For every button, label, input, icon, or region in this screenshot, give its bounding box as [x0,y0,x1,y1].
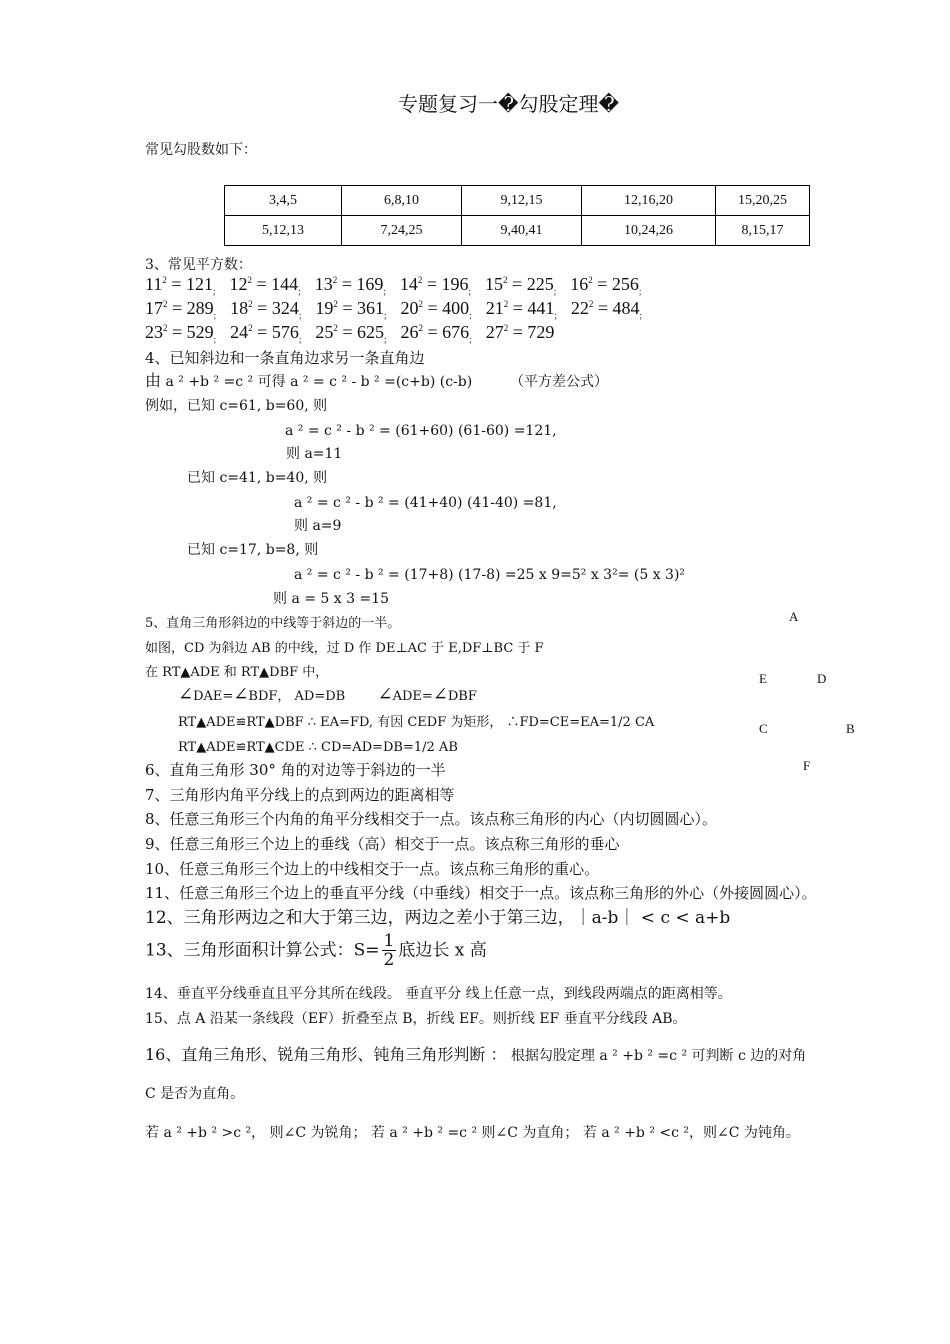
section-5-heading: 5、直角三角形斜边的中线等于斜边的一半。 [145,616,401,631]
table-cell: 15,20,25 [716,186,810,216]
square-exponent: 2 [163,323,168,333]
separator: ; [384,334,387,345]
intro-text: 常见勾股数如下： [145,142,257,158]
item-16-line-1 [145,1046,806,1065]
square-entry [486,321,555,343]
fraction-denominator: 2 [383,950,395,970]
square-entry [570,273,641,295]
square-value: 576 [271,322,299,342]
separator: ; [298,334,302,345]
equals-sign: = [252,298,272,318]
angle-text: DBF [447,689,477,704]
item-6: 6、直角三角形 30° 角的对边等于斜边的一半 [145,761,446,779]
example-1-calc: a ² = c ² - b ² = (61+60) (61-60) =121, [285,423,557,439]
square-entry [230,273,301,295]
page-title: 专题复习一�勾股定理� [398,92,620,116]
square-exponent: 2 [162,275,167,285]
square-base: 22 [570,298,589,318]
table-cell: 9,40,41 [462,216,582,246]
square-base: 26 [400,322,419,342]
example-3-intro: 已知 c=17, b=8, 则 [187,542,319,558]
item-14: 14、垂直平分线垂直且平分其所在线段。 垂直平分 线上任意一点，到线段两端点的距离相等。 [145,986,732,1002]
square-value: 256 [611,274,639,294]
angle-symbol: ∠ [178,684,194,705]
item-16-line-3: 若 a ² +b ² >c ²， 则∠C 为锐角； 若 a ² +b ² =c ² 则∠C 为直角； 若 a ² +b ² <c ²，则∠C 为钝角。 [145,1125,800,1141]
square-exponent: 2 [588,299,594,309]
square-exponent: 2 [418,323,424,333]
angle-text: ADE= [392,689,433,704]
square-value: 225 [526,274,554,294]
formula-note: （平方差公式） [510,374,608,390]
square-base: 27 [485,322,504,342]
square-value: 196 [441,274,469,294]
separator: ; [213,334,217,345]
square-base: 19 [315,298,334,318]
angle-text: BDF， AD=DB [248,689,346,704]
square-exponent: 2 [503,299,509,309]
separator: ; [468,286,472,297]
example-3-result: 则 a = 5 x 3 =15 [273,591,390,607]
square-exponent: 2 [248,299,253,309]
item-9: 9、任意三角形三个边上的垂线（高）相交于一点。该点称三角形的垂心 [145,835,620,853]
square-value: 361 [357,298,384,318]
square-exponent: 2 [247,275,253,285]
separator: ; [469,310,472,321]
separator: ; [384,310,387,321]
section-5-line-4: RT▲ADE≌RT▲DBF ∴ EA=FD, 有因 CEDF 为矩形， ∴FD=CE=EA=1/2 CA [178,715,655,730]
formula: a ² +b ² =c ² 可得 a ² = c ² - b ² =(c+b) (c-b) [165,374,473,390]
square-base: 21 [485,298,504,318]
angle-text: DAE= [193,689,234,704]
example-1-intro: 例如，已知 c=61, b=60, 则 [145,398,328,414]
table-cell: 12,16,20 [582,186,716,216]
square-value: 676 [442,322,470,342]
diagram-label-d: D [817,671,827,686]
equals-sign: = [508,298,528,318]
equals-sign: = [422,274,442,294]
angle-symbol: ∠ [377,684,393,705]
separator: ; [554,310,557,321]
example-2-intro: 已知 c=41, b=40, 则 [187,470,328,486]
equals-sign: = [508,322,528,342]
table-cell: 8,15,17 [716,216,810,246]
square-entry [571,297,642,319]
section-5-line-5: RT▲ADE≌RT▲CDE ∴ CD=AD=DB=1/2 AB [178,740,458,755]
item-16-rule: 根据勾股定理 a ² +b ² =c ² 可判断 c 边的对角 [510,1048,807,1064]
example-2-calc: a ² = c ² - b ² = (41+40) (41-40) =81, [294,495,557,511]
item-11: 11、任意三角形三个边上的垂直平分线（中垂线）相交于一点。该点称三角形的外心（外接圆圆心）。 [145,884,817,902]
square-entry [315,297,386,319]
item-8: 8、任意三角形三个内角的角平分线相交于一点。该点称三角形的内心（内切圆圆心）。 [145,810,718,828]
table-cell: 10,24,26 [582,216,716,246]
square-base: 16 [570,274,589,294]
separator: ; [298,310,302,321]
equals-sign: = [593,298,613,318]
square-entry [486,297,557,319]
square-base: 11 [145,274,163,294]
table-row [225,186,810,216]
square-exponent: 2 [503,275,508,285]
square-entry [401,321,472,343]
square-base: 20 [400,298,419,318]
separator: ; [213,286,216,297]
table-cell: 6,8,10 [342,186,462,216]
equals-sign: = [337,322,357,342]
squares-row [145,297,656,319]
square-base: 13 [314,274,333,294]
item-7: 7、三角形内角平分线上的点到两边的距离相等 [145,786,455,804]
section-4-heading: 4、已知斜边和一条直角边求另一条直角边 [145,349,425,367]
equals-sign: = [166,274,186,294]
equals-sign: = [252,322,272,342]
square-value: 441 [527,298,555,318]
square-exponent: 2 [588,275,593,285]
equals-sign: = [337,274,357,294]
square-value: 484 [612,298,640,318]
square-base: 17 [145,298,163,318]
square-entry [145,273,216,295]
equals-sign: = [507,274,527,294]
square-value: 289 [186,298,214,318]
section-4-formula-line [145,372,472,391]
square-value: 324 [271,298,299,318]
example-1-result: 则 a=11 [286,446,343,462]
square-entry [485,273,556,295]
example-3-calc: a ² = c ² - b ² = (17+8) (17-8) =25 x 9=5² x 3²= (5 x 3)² [294,567,686,583]
square-entry [315,273,386,295]
area-formula-prefix: 13、三角形面积计算公式：S= [145,940,380,961]
square-base: 18 [230,298,249,318]
item-16-heading: 16、直角三角形、锐角三角形、钝角三角形判断 ： [145,1045,507,1064]
square-value: 169 [356,274,384,294]
square-exponent: 2 [417,275,423,285]
equals-sign: = [167,322,187,342]
square-exponent: 2 [418,299,424,309]
separator: ; [298,286,301,297]
square-base: 14 [399,274,418,294]
equals-sign: = [592,274,612,294]
square-base: 24 [230,322,249,342]
example-2-result: 则 a=9 [294,518,342,534]
square-entry [401,297,472,319]
section-5-line-1: 如图，CD 为斜边 AB 的中线，过 D 作 DE⊥AC 于 E,DF⊥BC 于 F [145,641,544,656]
item-13 [145,932,487,969]
square-base: 23 [145,322,163,342]
fraction-numerator: 1 [383,931,395,951]
square-exponent: 2 [503,323,509,333]
equals-sign: = [337,298,357,318]
equals-sign: = [167,298,187,318]
square-base: 15 [485,274,504,294]
square-exponent: 2 [333,323,338,333]
section-3-heading: 3、常见平方数： [145,257,252,273]
fraction-one-half [382,932,397,969]
item-10: 10、任意三角形三个边上的中线相交于一点。该点称三角形的重心。 [145,860,600,878]
square-value: 729 [527,322,555,342]
angle-symbol: ∠ [233,684,249,705]
squares-row [145,321,568,343]
square-base: 25 [315,322,334,342]
square-entry [230,321,301,343]
separator: ; [553,286,557,297]
squares-row [145,273,655,295]
separator: ; [638,286,642,297]
diagram-label-f: F [803,758,811,773]
square-value: 144 [271,274,299,294]
area-formula-suffix: 底边长 x 高 [398,940,487,961]
square-value: 529 [186,322,214,342]
item-15: 15、点 A 沿某一条线段（EF）折叠至点 B，折线 EF。则折线 EF 垂直平分线段 AB。 [145,1011,687,1027]
angle-symbol: ∠ [432,684,448,705]
pythagorean-triples-table [224,185,810,246]
square-entry [315,321,386,343]
table-row [225,216,810,246]
equals-sign: = [423,322,443,342]
table-cell: 7,24,25 [342,216,462,246]
diagram-label-e: E [759,671,767,686]
equals-sign: = [252,274,272,294]
square-value: 121 [186,274,213,294]
square-entry [230,297,301,319]
diagram-label-c: C [759,721,768,736]
separator: ; [383,286,386,297]
square-value: 625 [357,322,384,342]
separator: ; [213,310,217,321]
item-12: 12、三角形两边之和大于第三边，两边之差小于第三边，｜a-b｜ < c < a+b [145,908,731,928]
square-base: 12 [229,274,248,294]
separator: ; [639,310,643,321]
table-cell: 5,12,13 [225,216,342,246]
square-entry [400,273,471,295]
section-5-line-2: 在 RT▲ADE 和 RT▲DBF 中， [145,665,329,680]
table-cell: 3,4,5 [225,186,342,216]
diagram-label-a: A [789,609,799,624]
square-exponent: 2 [248,323,253,333]
section-5-line-3 [178,686,477,706]
square-exponent: 2 [163,299,168,309]
equals-sign: = [423,298,443,318]
formula-prefix: 由 [145,371,162,390]
square-value: 400 [442,298,470,318]
item-16-line-2: C 是否为直角。 [145,1086,245,1102]
diagram-label-b: B [846,721,855,736]
square-entry [145,321,216,343]
square-exponent: 2 [333,299,338,309]
table-cell: 9,12,15 [462,186,582,216]
square-exponent: 2 [332,275,338,285]
square-entry [145,297,216,319]
separator: ; [469,334,472,345]
